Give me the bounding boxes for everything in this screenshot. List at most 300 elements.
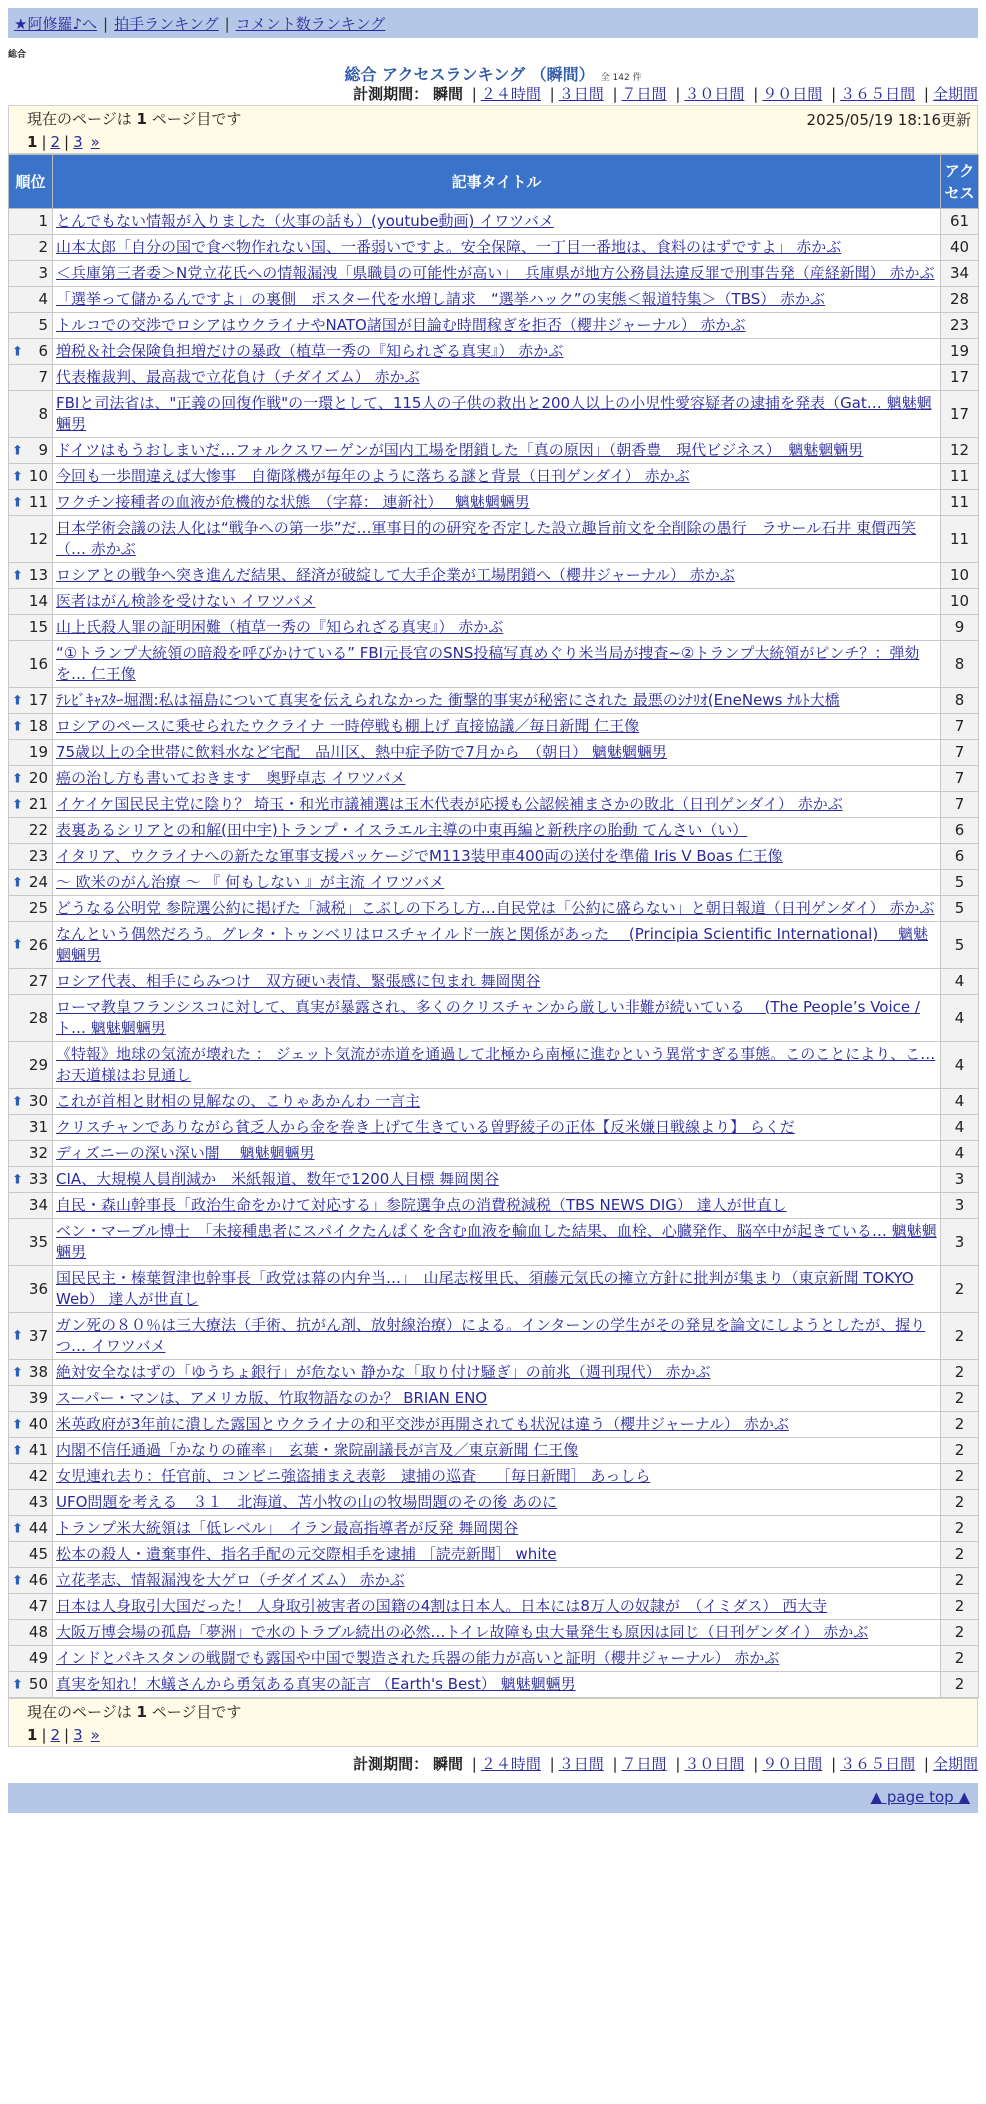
rank-cell [9,516,53,563]
rank-cell [9,365,53,391]
table-row [9,870,979,896]
rank-number: 7 [38,368,48,386]
article-title-link[interactable]: 大阪万博会場の孤島「夢洲」で水のトラブル続出の必然…トイレ故障も虫大量発生も原因は同じ（日刊ゲンダイ） 赤かぶ [56,1623,869,1641]
article-title-link[interactable]: UFO問題を考える ３１ 北海道、苫小牧の山の牧場問題のその後 あのに [56,1493,558,1511]
title-cell [53,615,941,641]
period-current: 瞬間 [432,85,463,103]
rank-cell [9,1516,53,1542]
article-title-link[interactable]: 米英政府が3年前に潰した露国とウクライナの和平交渉が再開されても状況は違う（櫻井ジャーナル） 赤かぶ [56,1415,789,1433]
table-row [9,209,979,235]
access-count: 3 [941,1219,979,1266]
article-title-link[interactable]: 国民民主・榛葉賀津也幹事長「政党は幕の内弁当…」 山尾志桜里氏、須藤元気氏の擁立方針に批判が集まり（東京新聞 TOKYO Web） 達人が世直し [56,1269,914,1308]
table-row [9,766,979,792]
access-count: 6 [941,818,979,844]
rank-cell [9,1568,53,1594]
page-info-top [8,105,978,154]
period-link-3d-bottom[interactable]: ３日間 [558,1755,604,1773]
table-row [9,1266,979,1313]
article-title-link[interactable]: 増税＆社会保険負担増だけの暴政（植草一秀の『知られざる真実』） 赤かぶ [56,342,564,360]
rank-up-arrow-icon: ⬆ [12,1094,23,1109]
table-row [9,235,979,261]
title-cell [53,1672,941,1698]
rank-cell [9,1360,53,1386]
title-cell [53,1141,941,1167]
title-cell [53,922,941,969]
rank-cell [9,714,53,740]
rank-up-arrow-icon: ⬆ [12,1677,23,1692]
title-cell [53,464,941,490]
rank-cell [9,922,53,969]
pager-page-3[interactable]: 3 [73,133,83,151]
access-count: 3 [941,1193,979,1219]
title-cell [53,766,941,792]
access-count: 2 [941,1542,979,1568]
article-title-link[interactable]: ロシアのペースに乗せられたウクライナ 一時停戦も棚上げ 直接協議／毎日新聞 仁王像 [56,717,640,735]
rank-cell [9,1646,53,1672]
title-cell [53,1412,941,1438]
rank-cell [9,1167,53,1193]
article-title-link[interactable]: 今回も一歩間違えば大惨事 自衛隊機が毎年のように落ちる謎と背景（日刊ゲンダイ） 赤かぶ [56,467,690,485]
title-cell [53,969,941,995]
rank-cell [9,261,53,287]
rank-number: 33 [28,1170,48,1188]
article-title-link[interactable]: 日本は人身取引大国だった！ 人身取引被害者の国籍の4割は日本人。日本には8万人の奴隷が （イミダス） 西大寺 [56,1597,828,1615]
rank-number: 10 [28,467,48,485]
article-title-link[interactable]: インドとパキスタンの戦闘でも露国や中国で製造された兵器の能力が高いと証明（櫻井ジャーナル） 赤かぶ [56,1649,780,1667]
nav-separator: | [103,15,109,33]
rank-cell [9,464,53,490]
period-link-24h[interactable]: ２４時間 [480,85,541,103]
title-cell [53,313,941,339]
article-title-link[interactable]: クリスチャンでありながら貧乏人から金を巻き上げて生きている曽野綾子の正体【反米嫌日戦線より】 らくだ [56,1118,795,1136]
article-title-link[interactable]: 表裏あるシリアとの和解(田中宇)トランプ・イスラエル主導の中東再編と新秩序の胎動 てんさい（い） [56,821,748,839]
article-title-link[interactable]: 立花孝志、情報漏洩を大ゲロ（チダイズム） 赤かぶ [56,1571,405,1589]
article-title-link[interactable]: 自民・森山幹事長「政治生命をかけて対応する」参院選争点の消費税減税（TBS NEWS DIG） 達人が世直し [56,1196,787,1214]
table-row [9,1646,979,1672]
title-cell [53,1360,941,1386]
period-link-90d-bottom[interactable]: ９０日間 [762,1755,823,1773]
table-row [9,688,979,714]
table-row [9,615,979,641]
table-row [9,1542,979,1568]
table-row [9,516,979,563]
article-title-link[interactable]: 「選挙って儲かるんですよ」の裏側 ポスター代を水増し請求 “選挙ハック”の実態＜報道特集＞（TBS） 赤かぶ [56,290,826,308]
access-count: 5 [941,896,979,922]
rank-cell [9,1141,53,1167]
table-row [9,1594,979,1620]
table-row [9,1516,979,1542]
table-row [9,1219,979,1266]
rank-up-arrow-icon: ⬆ [12,1417,23,1432]
access-count: 28 [941,287,979,313]
title-cell [53,209,941,235]
access-count: 4 [941,1141,979,1167]
section-label: 総合 [8,50,27,60]
title-cell [53,870,941,896]
rank-up-arrow-icon: ⬆ [12,875,23,890]
rank-cell [9,391,53,438]
nav-link-clap-ranking[interactable]: 拍手ランキング [114,15,219,33]
access-count: 8 [941,641,979,688]
rank-cell [9,818,53,844]
rank-number: 41 [28,1441,48,1459]
article-title-link[interactable]: CIA、大規模人員削減か 米紙報道、数年で1200人目標 舞岡関谷 [56,1170,500,1188]
title-cell [53,287,941,313]
table-header-row [9,155,979,209]
access-count: 10 [941,589,979,615]
rank-number: 6 [38,342,48,360]
title-cell [53,438,941,464]
access-count: 7 [941,740,979,766]
table-row [9,969,979,995]
table-row [9,1490,979,1516]
access-count: 61 [941,209,979,235]
table-row [9,1141,979,1167]
article-title-link[interactable]: ベン・マーブル博士 「未接種患者にスパイクたんぱくを含む血液を輸血した結果、血栓、心臓発作、脳卒中が起きている… 魑魅魍魎男 [56,1222,937,1261]
ranking-table [8,154,979,1698]
article-title-link[interactable]: 75歳以上の全世帯に飲料水など宅配 品川区、熱中症予防で7月から （朝日） 魑魅魍魎男 [56,743,667,761]
table-row [9,339,979,365]
title-cell [53,1219,941,1266]
access-count: 40 [941,235,979,261]
rank-number: 16 [28,654,48,673]
top-nav [8,8,978,38]
rank-number: 25 [28,899,48,917]
article-title-link[interactable]: 医者はがん検診を受けない イワツバメ [56,592,316,610]
title-cell [53,641,941,688]
rank-number: 38 [28,1363,48,1381]
table-row [9,818,979,844]
rank-number: 43 [28,1493,48,1511]
article-title-link[interactable]: ローマ教皇フランシスコに対して、真実が暴露され、多くのクリスチャンから厳しい非難が続いている (The People’s Voice / ト… 魑魅魍魎男 [56,998,920,1037]
article-title-link[interactable]: なんという偶然だろう。グレタ・トゥンベリはロスチャイルド一族と関係があった (Principia Scientific International) 魑魅魍魎男 [56,925,928,964]
access-count: 11 [941,490,979,516]
access-count: 2 [941,1516,979,1542]
rank-number: 24 [28,873,48,891]
pager-page-2[interactable]: 2 [50,133,61,151]
access-count: 6 [941,844,979,870]
rank-up-arrow-icon: ⬆ [12,469,23,484]
rank-cell [9,844,53,870]
bottom-bar [8,1783,978,1813]
title-cell [53,844,941,870]
article-title-link[interactable]: イケイケ国民民主党に陰り？ 埼玉・和光市議補選は玉木代表が応援も公認候補まさかの敗北（日刊ゲンダイ） 赤かぶ [56,795,843,813]
table-row [9,1313,979,1360]
access-count: 19 [941,339,979,365]
table-row [9,896,979,922]
title-cell [53,589,941,615]
article-title-link[interactable]: 絶対安全なはずの「ゆうちょ銀行」が危ない 静かな「取り付け騒ぎ」の前兆（週刊現代） 赤かぶ [56,1363,711,1381]
rank-cell [9,1193,53,1219]
period-link-24h-bottom[interactable]: ２４時間 [480,1755,541,1773]
rank-number: 19 [28,743,48,761]
rank-cell [9,235,53,261]
article-title-link[interactable]: ドイツはもうおしまいだ…フォルクスワーゲンが国内工場を閉鎖した「真の原因」（朝香豊 現代ビジネス） 魑魅魍魎男 [56,441,864,459]
pager-next[interactable]: » [90,133,100,151]
rank-cell [9,589,53,615]
article-title-link[interactable]: これが首相と財相の見解なの、こりゃあかんわ 一言主 [56,1092,421,1110]
rank-number: 29 [28,1055,48,1074]
table-row [9,490,979,516]
article-title-link[interactable]: トランプ米大統領は「低レベル」 イラン最高指導者が反発 舞岡関谷 [56,1519,519,1537]
rank-up-arrow-icon: ⬆ [12,443,23,458]
article-title-link[interactable]: FBIと司法省は、"正義の回復作戦"の一環として、115人の子供の救出と200人以上の小児性愛容疑者の逮捕を発表（Gat… 魑魅魍魎男 [56,394,932,433]
rank-cell [9,1386,53,1412]
rank-number: 40 [28,1415,48,1433]
rank-number: 44 [28,1519,48,1537]
rank-cell [9,740,53,766]
title-cell [53,563,941,589]
article-title-link[interactable]: 女児連れ去り：任官前、コンビニ強盗捕まえ表彰 逮捕の巡査 ［毎日新聞］ あっしら [56,1467,651,1485]
access-count: 4 [941,969,979,995]
access-count: 23 [941,313,979,339]
rank-number: 31 [28,1118,48,1136]
rank-cell [9,1042,53,1089]
rank-cell [9,688,53,714]
rank-number: 9 [38,441,48,459]
rank-up-arrow-icon: ⬆ [12,1328,23,1344]
rank-cell [9,1672,53,1698]
rank-number: 22 [28,821,48,839]
access-count: 2 [941,1438,979,1464]
rank-up-arrow-icon: ⬆ [12,693,23,708]
access-count: 17 [941,391,979,438]
access-count: 7 [941,714,979,740]
pager-next-bottom[interactable]: » [90,1726,100,1744]
title-cell [53,235,941,261]
rank-up-arrow-icon: ⬆ [12,1443,23,1458]
table-row [9,922,979,969]
rank-number: 23 [28,847,48,865]
title-cell [53,1089,941,1115]
article-title-link[interactable]: 癌の治し方も書いておきます 奥野卓志 イワツバメ [56,769,406,787]
title-cell [53,1646,941,1672]
rank-cell [9,1089,53,1115]
table-row [9,1386,979,1412]
access-count: 4 [941,995,979,1042]
access-count: 11 [941,464,979,490]
rank-cell [9,896,53,922]
article-title-link[interactable]: ガン死の８０％は三大療法（手術、抗がん剤、放射線治療）による。インターンの学生がその発見を論文にしようとしたが、握りつ… イワツバメ [56,1316,926,1355]
access-count: 2 [941,1620,979,1646]
period-link-365d[interactable]: ３６５日間 [840,85,916,103]
rank-cell [9,1438,53,1464]
rank-number: 21 [28,795,48,813]
rank-number: 3 [38,264,48,282]
title-cell [53,688,941,714]
table-row [9,365,979,391]
article-title-link[interactable]: 代表権裁判、最高裁で立花負け（チダイズム） 赤かぶ [56,368,420,386]
title-cell [53,1490,941,1516]
title-cell [53,1042,941,1089]
rank-number: 34 [28,1196,48,1214]
article-title-link[interactable]: イタリア、ウクライナへの新たな軍事支援パッケージでM113装甲車400両の送付を準備 Iris V Boas 仁王像 [56,847,783,865]
access-count: 2 [941,1490,979,1516]
article-title-link[interactable]: 真実を知れ！木蟻さんから勇気ある真実の証言 （Earth's Best） 魑魅魍魎男 [56,1675,576,1693]
rank-number: 35 [28,1232,48,1251]
rank-cell [9,209,53,235]
rank-number: 45 [28,1545,48,1563]
title-cell [53,818,941,844]
article-title-link[interactable]: 日本学術会議の法人化は“戦争への第一歩”だ…軍事目的の研究を否定した設立趣旨前文を全削除の愚行 ラサール石井 東價西笑（… 赤かぶ [56,519,917,558]
period-link-365d-bottom[interactable]: ３６５日間 [840,1755,916,1773]
article-title-link[interactable]: ワクチン接種者の血液が危機的な状態 （字幕： 連新社） 魑魅魍魎男 [56,493,530,511]
rank-number: 46 [28,1571,48,1589]
rank-cell [9,1542,53,1568]
rank-cell [9,1490,53,1516]
title-cell [53,1620,941,1646]
rank-up-arrow-icon: ⬆ [12,1573,23,1588]
page-title-wrap [8,62,978,83]
rank-number: 26 [28,935,48,954]
access-count: 5 [941,870,979,896]
article-title-link[interactable]: 《特報》地球の気流が壊れた ： ジェット気流が赤道を通過して北極から南極に進むという異常すぎる事態。このことにより、こ… お天道様はお見通し [56,1045,936,1084]
ranking-body [9,209,979,1698]
table-row [9,714,979,740]
rank-number: 49 [28,1649,48,1667]
article-title-link[interactable]: ロシア代表、相手にらみつけ 双方硬い表情、緊張感に包まれ 舞岡関谷 [56,972,541,990]
table-row [9,391,979,438]
table-row [9,464,979,490]
access-count: 2 [941,1313,979,1360]
article-title-link[interactable]: 山本太郎「自分の国で食べ物作れない国、一番弱いですよ。安全保障、一丁目一番地は、食料のはずですよ」 赤かぶ [56,238,842,256]
pager-page-2-bottom[interactable]: 2 [50,1726,61,1744]
title-cell [53,261,941,287]
period-selector: 計測期間： 瞬間 | ２４時間 | ３日間 | ７日間 | ３０日間 | ９０日間 | ３６５日間 | 全期間 [353,85,978,103]
period-link-all-bottom[interactable]: 全期間 [932,1755,978,1773]
page-top-link[interactable]: ▲ page top ▲ [870,1788,970,1806]
access-count: 5 [941,922,979,969]
rank-number: 1 [38,212,48,230]
rank-cell [9,313,53,339]
rank-number: 32 [28,1144,48,1162]
article-title-link[interactable]: 山上氏殺人罪の証明困難（植草一秀の『知られざる真実』） 赤かぶ [56,618,504,636]
access-count: 2 [941,1568,979,1594]
table-row [9,1620,979,1646]
rank-cell [9,490,53,516]
article-title-link[interactable]: ディズニーの深い深い闇 魑魅魍魎男 [56,1144,315,1162]
article-title-link[interactable]: 内閣不信任通過「かなりの確率」 玄葉・衆院副議長が言及／東京新聞 仁王像 [56,1441,579,1459]
access-count: 9 [941,615,979,641]
access-count: 4 [941,1042,979,1089]
period-link-7d-bottom[interactable]: ７日間 [621,1755,667,1773]
article-title-link[interactable]: ロシアとの戦争へ突き進んだ結果、経済が破綻して大手企業が工場閉鎖へ（櫻井ジャーナル） 赤かぶ [56,566,735,584]
article-title-link[interactable]: 松本の殺人・遺棄事件、指名手配の元交際相手を逮捕 ［読売新聞］ white [56,1545,557,1563]
table-row [9,995,979,1042]
title-cell [53,1386,941,1412]
table-row [9,1042,979,1089]
access-count: 2 [941,1646,979,1672]
access-count: 10 [941,563,979,589]
article-title-link[interactable]: “①トランプ大統領の暗殺を呼びかけている” FBI元長官のSNS投稿写真めぐり米当局が捜査~②トランプ大統領がピンチ？：弾劾を… 仁王像 [56,644,920,683]
table-row [9,1464,979,1490]
pager-page-3-bottom[interactable]: 3 [73,1726,83,1744]
table-row [9,261,979,287]
table-row [9,740,979,766]
period-link-7d[interactable]: ７日間 [621,85,667,103]
period-link-30d[interactable]: ３０日間 [684,85,745,103]
article-title-link[interactable]: どうなる公明党 参院選公約に掲げた「減税」こぶしの下ろし方…自民党は「公約に盛らない」と朝日報道（日刊ゲンダイ） 赤かぶ [56,899,935,917]
rank-number: 27 [28,972,48,990]
rank-cell [9,339,53,365]
title-cell [53,1568,941,1594]
page-info-bottom [8,1698,978,1747]
period-link-3d[interactable]: ３日間 [558,85,604,103]
rank-cell [9,1464,53,1490]
title-cell [53,391,941,438]
rank-header: 順位 [9,155,53,209]
title-cell [53,1464,941,1490]
article-title-link[interactable]: ﾃﾚﾋﾞｷｬｽﾀｰ堀潤:私は福島について真実を伝えられなかった 衝撃的事実が秘密にされた 最悪のｼﾅﾘｵ(EneNews ﾅﾙﾄ大橋 [56,691,840,709]
rank-number: 18 [28,717,48,735]
article-title-link[interactable]: スーパー・マンは、アメリカ版、竹取物語なのか？ BRIAN ENO [56,1389,488,1407]
article-title-link[interactable]: トルコでの交渉でロシアはウクライナやNATO諸国が目論む時間稼ぎを拒否（櫻井ジャーナル） 赤かぶ [56,316,746,334]
rank-cell [9,870,53,896]
article-title-link[interactable]: とんでもない情報が入りました（火事の話も）(youtube動画) イワツバメ [56,212,554,230]
table-row [9,1115,979,1141]
access-count: 2 [941,1594,979,1620]
access-count: 4 [941,1089,979,1115]
title-cell [53,1193,941,1219]
access-count: 2 [941,1464,979,1490]
rank-cell [9,615,53,641]
title-cell [53,1167,941,1193]
nav-link-asyura[interactable]: ★阿修羅♪へ [14,15,98,33]
access-count: 12 [941,438,979,464]
total-count: 全 142 件 [600,73,642,83]
table-row [9,1412,979,1438]
period-link-90d[interactable]: ９０日間 [762,85,823,103]
access-count: 17 [941,365,979,391]
title-cell [53,490,941,516]
table-row [9,589,979,615]
article-title-link[interactable]: ＜兵庫第三者委＞N党立花氏への情報漏洩「県職員の可能性が高い」 兵庫県が地方公務員法違反罪で刑事告発（産経新聞） 赤かぶ [56,264,935,282]
table-row [9,1360,979,1386]
nav-link-comment-ranking[interactable]: コメント数ランキング [235,15,386,33]
title-cell [53,1438,941,1464]
rank-up-arrow-icon: ⬆ [12,1521,23,1536]
table-row [9,563,979,589]
rank-cell [9,1412,53,1438]
period-label: 計測期間： [353,85,429,103]
current-page-text-bottom: 現在のページは 1 ページ目です [27,1703,242,1721]
nav-separator: | [224,15,230,33]
rank-up-arrow-icon: ⬆ [12,719,23,734]
rank-number: 15 [28,618,48,636]
updated-time: 2025/05/19 18:16更新 [806,111,971,129]
rank-up-arrow-icon: ⬆ [12,495,23,510]
access-count: 2 [941,1386,979,1412]
rank-cell [9,1594,53,1620]
table-row [9,1568,979,1594]
article-title-link[interactable]: 〜 欧米のがん治療 〜 『 何もしない 』が主流 イワツバメ [56,873,445,891]
access-count: 7 [941,792,979,818]
rank-number: 39 [28,1389,48,1407]
rank-up-arrow-icon: ⬆ [12,344,23,359]
table-row [9,792,979,818]
access-count: 2 [941,1360,979,1386]
period-link-30d-bottom[interactable]: ３０日間 [684,1755,745,1773]
current-page-number: 1 [136,110,147,128]
rank-cell [9,766,53,792]
rank-number: 30 [28,1092,48,1110]
rank-number: 14 [28,592,48,610]
rank-cell [9,641,53,688]
rank-up-arrow-icon: ⬆ [12,797,23,812]
rank-number: 13 [28,566,48,584]
access-count: 2 [941,1412,979,1438]
period-link-all[interactable]: 全期間 [932,85,978,103]
